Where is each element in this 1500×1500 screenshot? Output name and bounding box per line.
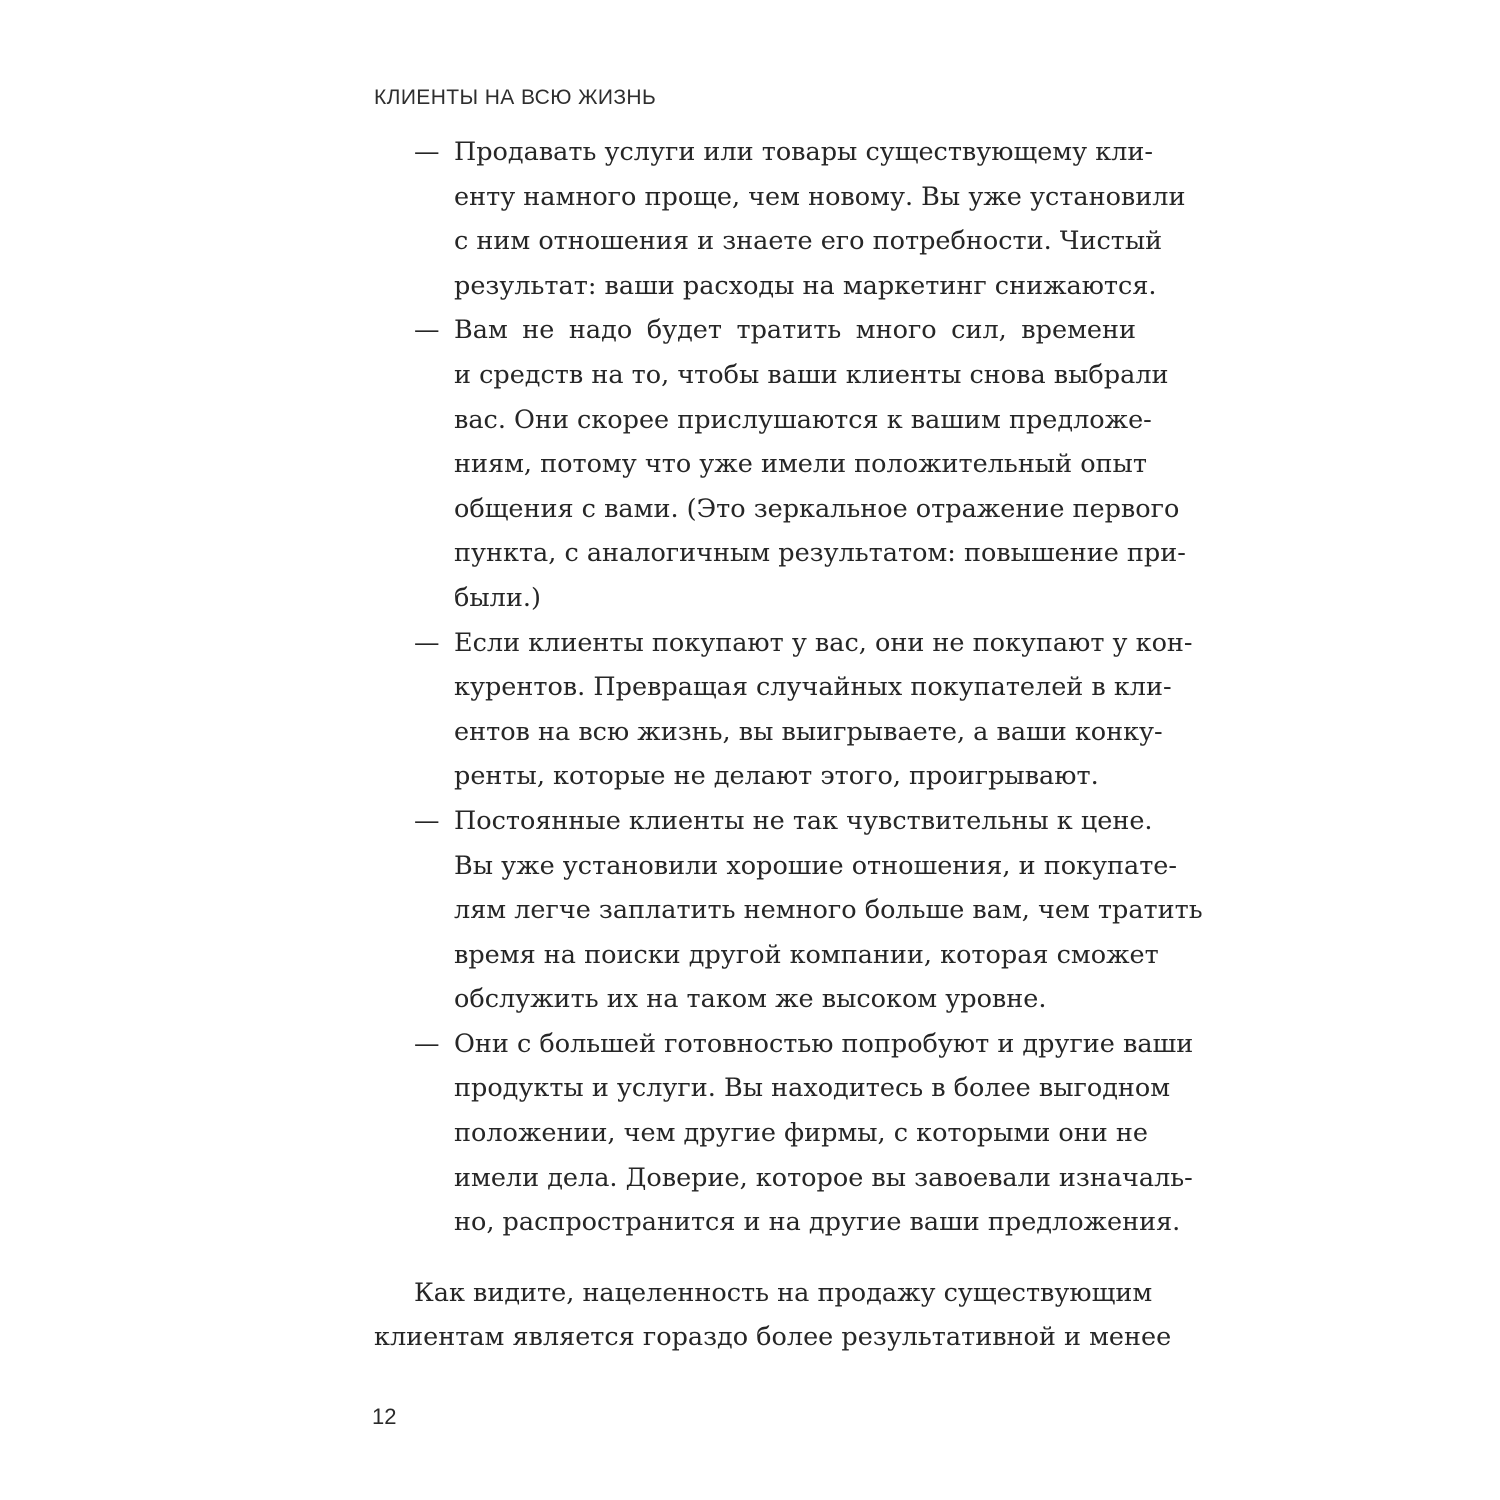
text-line: обслужить их на таком же высоком уровне. bbox=[454, 984, 1047, 1015]
text-line: лям легче заплатить немного больше вам, чем тратить bbox=[454, 895, 1203, 926]
text-line: Вам не надо будет тратить много сил, времени bbox=[454, 315, 1136, 346]
text-line: время на поиски другой компании, которая сможет bbox=[454, 939, 1159, 970]
page-body bbox=[374, 130, 1203, 1360]
text-line: но, распространится и на другие ваши предложения. bbox=[454, 1207, 1181, 1238]
text-line: результат: ваши расходы на маркетинг снижаются. bbox=[454, 270, 1157, 301]
text-line: имели дела. Доверие, которое вы завоевали изначаль- bbox=[454, 1162, 1193, 1193]
dash-marker: — bbox=[414, 315, 440, 346]
text-line: Как видите, нацеленность на продажу существующим bbox=[414, 1277, 1153, 1308]
text-line: с ним отношения и знаете его потребности. Чистый bbox=[454, 226, 1163, 257]
text-line: ниям, потому что уже имели положительный опыт bbox=[454, 449, 1147, 480]
text-line: ренты, которые не делают этого, проигрывают. bbox=[454, 761, 1099, 792]
text-line: продукты и услуги. Вы находитесь в более выгодном bbox=[454, 1073, 1171, 1104]
text-line: и средств на то, чтобы ваши клиенты снова выбрали bbox=[454, 359, 1169, 390]
list-item bbox=[374, 1022, 1194, 1245]
running-header: КЛИЕНТЫ НА ВСЮ ЖИЗНЬ bbox=[374, 86, 657, 109]
dash-marker: — bbox=[414, 627, 440, 658]
dash-marker: — bbox=[414, 137, 440, 167]
text-line: ентов на всю жизнь, вы выигрываете, а ваши конку- bbox=[454, 716, 1163, 747]
list-item bbox=[374, 621, 1193, 799]
text-line: общения с вами. (Это зеркальное отражение первого bbox=[454, 493, 1180, 524]
text-line: Постоянные клиенты не так чувствительны к цене. bbox=[454, 805, 1153, 836]
page-number: 12 bbox=[372, 1404, 397, 1429]
body-paragraph bbox=[374, 1271, 1172, 1360]
text-line: были.) bbox=[454, 582, 541, 613]
text-line: Они с большей готовностью попробуют и другие ваши bbox=[454, 1028, 1194, 1059]
list-item bbox=[374, 308, 1186, 620]
text-line: Если клиенты покупают у вас, они не покупают у кон- bbox=[454, 627, 1193, 658]
text-line: енту намного проще, чем новому. Вы уже установили bbox=[454, 181, 1186, 212]
dash-marker: — bbox=[414, 805, 440, 836]
text-line: положении, чем другие фирмы, с которыми они не bbox=[454, 1118, 1148, 1149]
text-line: курентов. Превращая случайных покупателей в кли- bbox=[454, 672, 1172, 703]
dash-marker: — bbox=[414, 1028, 440, 1059]
list-item bbox=[374, 799, 1203, 1022]
text-line: Вы уже установили хорошие отношения, и покупате- bbox=[454, 850, 1178, 881]
list-item bbox=[374, 130, 1186, 308]
text-line: пункта, с аналогичным результатом: повышение при- bbox=[454, 538, 1186, 569]
bullet-list bbox=[374, 130, 1203, 1245]
text-line: Продавать услуги или товары существующему кли- bbox=[454, 137, 1153, 167]
text-line: вас. Они скорее прислушаются к вашим предложе- bbox=[454, 404, 1152, 435]
text-line: клиентам является гораздо более результативной и менее bbox=[374, 1322, 1172, 1353]
